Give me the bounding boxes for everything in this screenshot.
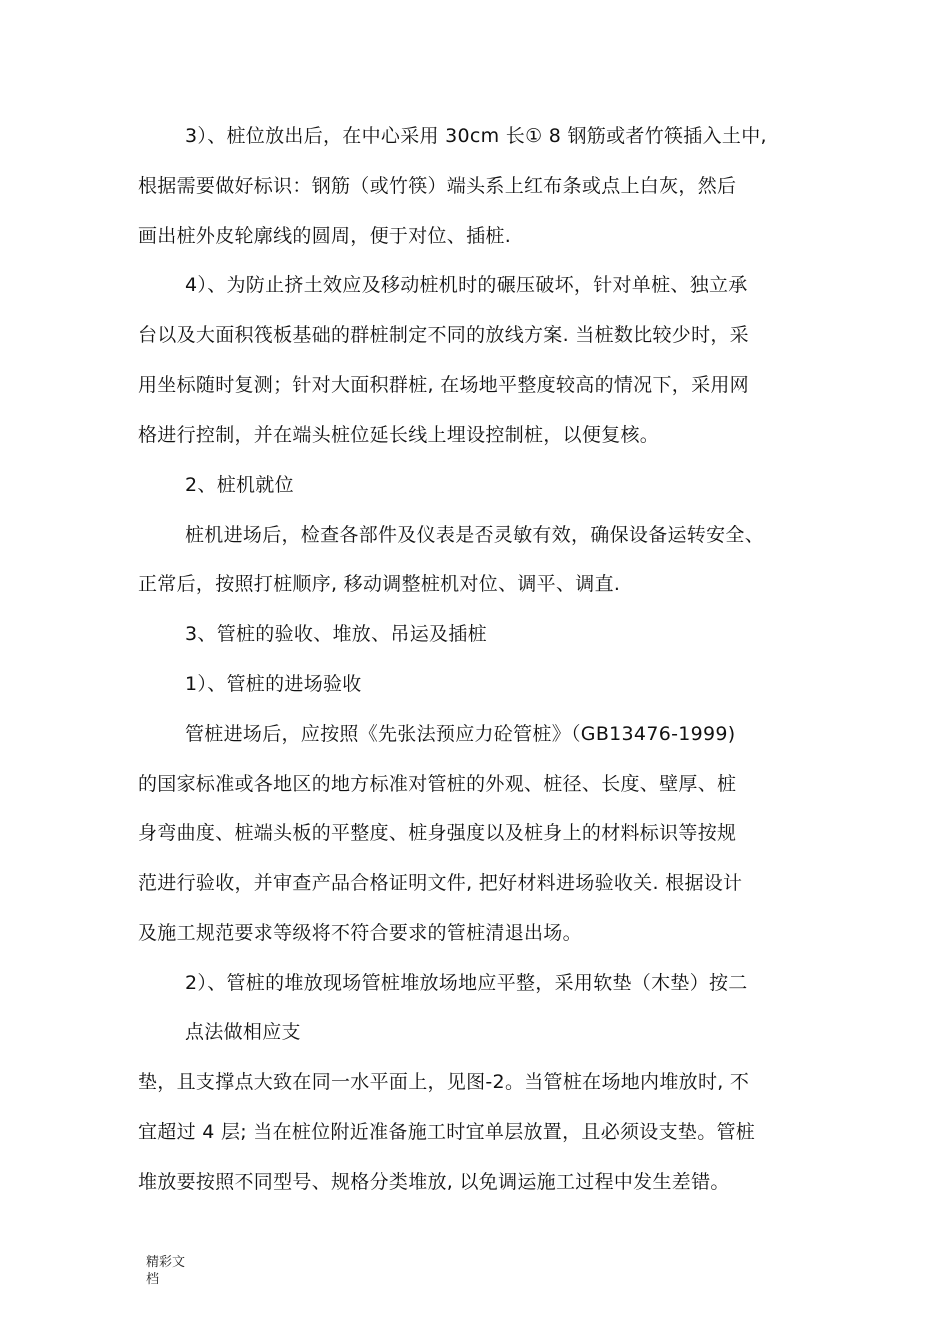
- para-line-5: 台以及大面积筏板基础的群桩制定不同的放线方案. 当桩数比较少时，采: [138, 324, 749, 346]
- footer-text-line-1: 精彩文: [146, 1255, 186, 1270]
- para-line-16: 范进行验收，并审查产品合格证明文件, 把好材料进场验收关. 根据设计: [138, 872, 743, 894]
- section-heading: 3、管桩的验收、堆放、吊运及插桩: [185, 623, 487, 645]
- para-line-15: 身弯曲度、桩端头板的平整度、桩身强度以及桩身上的材料标识等按规: [138, 822, 737, 844]
- para-line-7: 格进行控制，并在端头桩位延长线上埋设控制桩，以便复核。: [138, 424, 660, 446]
- para-line-10: 正常后，按照打桩顺序, 移动调整桩机对位、调平、调直.: [138, 573, 621, 595]
- para-line-2: 根据需要做好标识：钢筋（或竹筷）端头系上红布条或点上白灰，然后: [138, 175, 737, 197]
- para-line-6: 用坐标随时复测；针对大面积群桩, 在场地平整度较高的情况下，采用网: [138, 374, 749, 396]
- para-line-22: 堆放要按照不同型号、规格分类堆放, 以免调运施工过程中发生差错。: [138, 1171, 730, 1193]
- para-line-4: 4）、为防止挤土效应及移动桩机时的碾压破坏，针对单桩、独立承: [185, 274, 748, 296]
- para-line-13: 管桩进场后，应按照《先张法预应力砼管桩》（GB13476-1999): [185, 723, 736, 745]
- page-footer: [146, 1254, 185, 1288]
- para-line-19: 点法做相应支: [185, 1021, 301, 1043]
- footer-text-line-2: 档: [146, 1272, 160, 1287]
- para-line-14: 的国家标准或各地区的地方标准对管桩的外观、桩径、长度、壁厚、桩: [138, 773, 737, 795]
- para-line-1: 3）、桩位放出后，在中心采用 30cm 长① 8 钢筋或者竹筷插入土中,: [185, 125, 767, 147]
- subsection-heading: 1）、管桩的进场验收: [185, 673, 362, 695]
- para-line-17: 及施工规范要求等级将不符合要求的管桩清退出场。: [138, 922, 582, 944]
- para-line-20: 垫，且支撑点大致在同一水平面上，见图-2。当管桩在场地内堆放时, 不: [138, 1071, 750, 1093]
- para-line-9: 桩机进场后，检查各部件及仪表是否灵敏有效，确保设备运转安全、: [185, 524, 765, 546]
- para-line-21: 宜超过 4 层; 当在桩位附近准备施工时宜单层放置，且必须设支垫。管桩: [138, 1121, 756, 1143]
- para-line-3: 画出桩外皮轮廓线的圆周，便于对位、插桩.: [138, 225, 512, 247]
- para-line-18: 2）、管桩的堆放现场管桩堆放场地应平整，采用软垫（木垫）按二: [185, 972, 748, 994]
- section-heading: 2、桩机就位: [185, 474, 294, 496]
